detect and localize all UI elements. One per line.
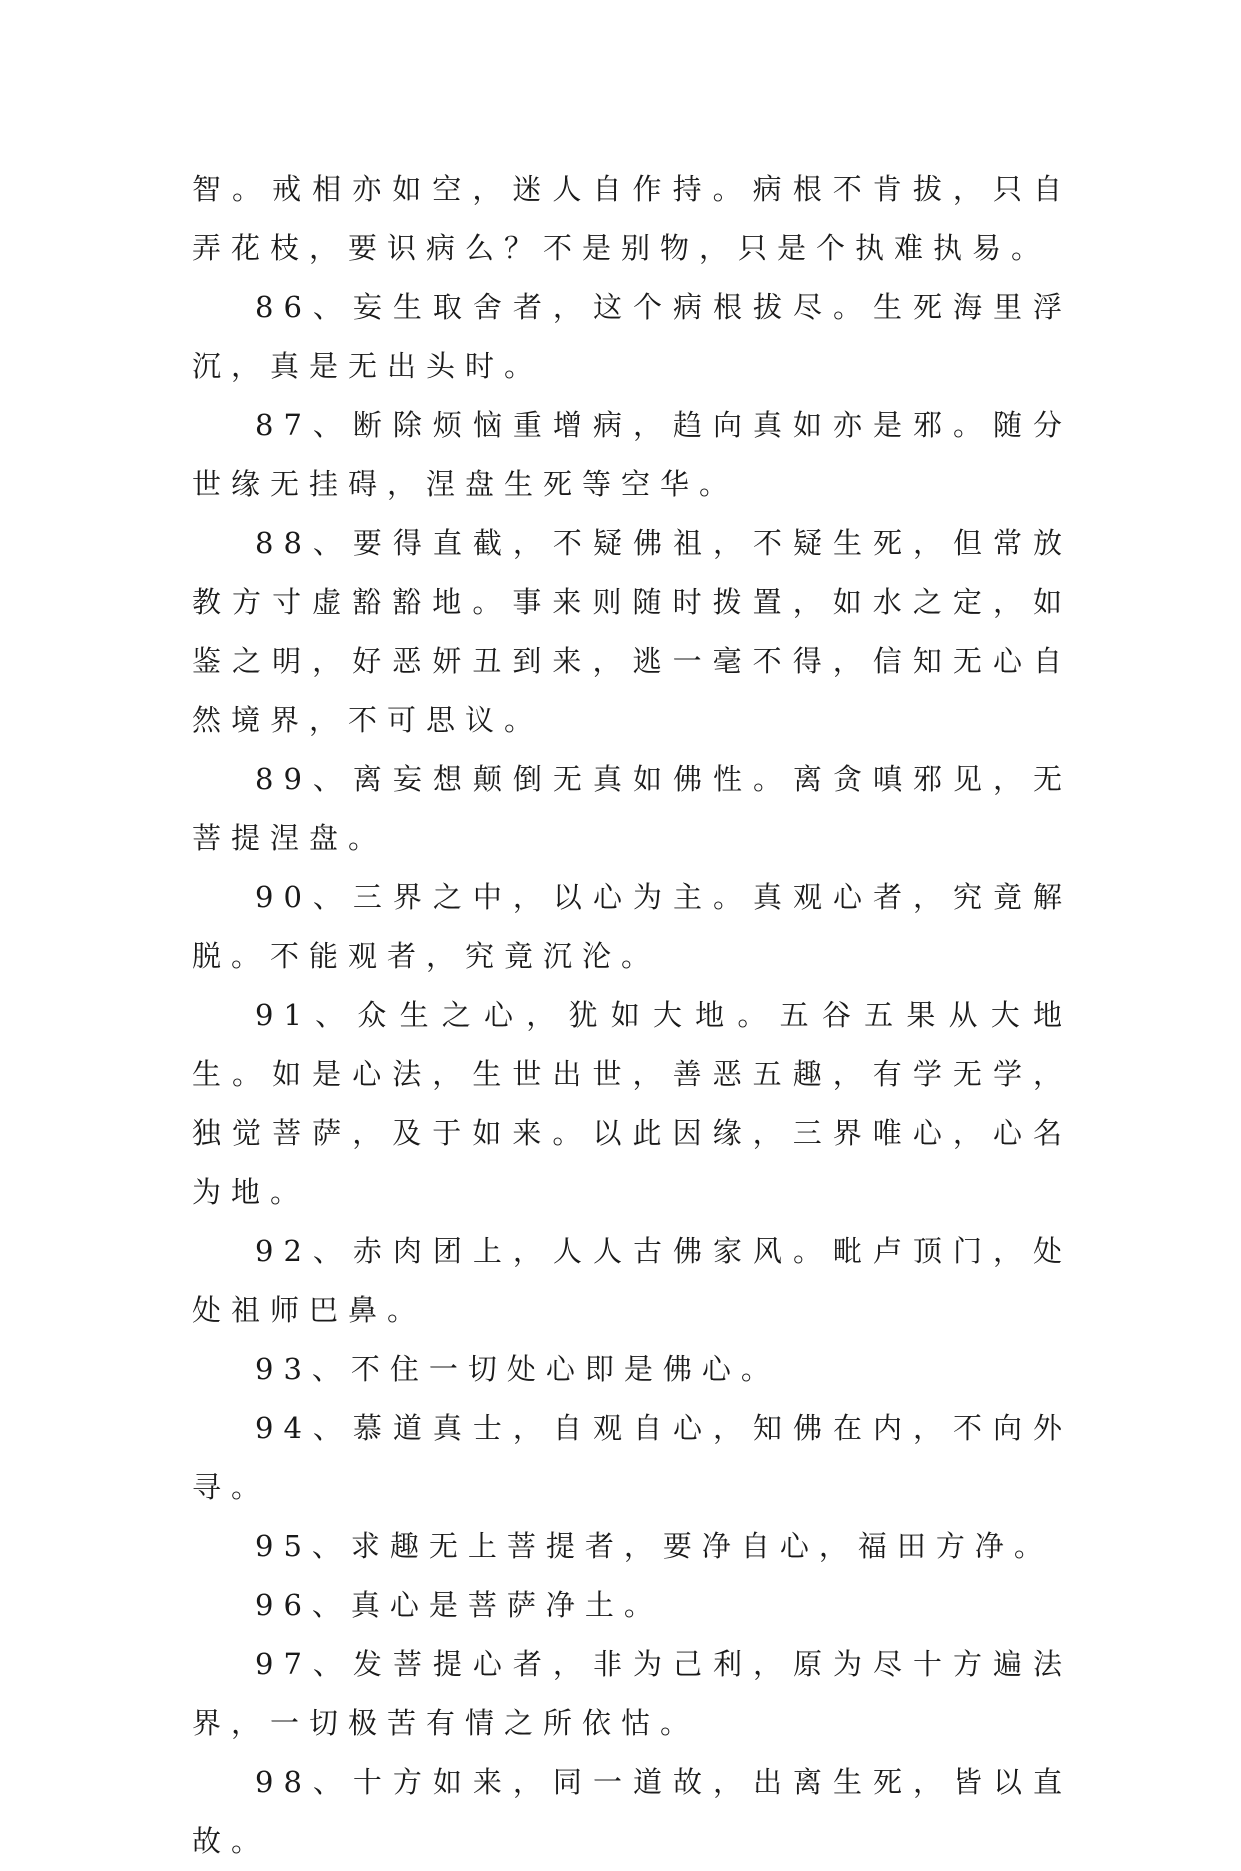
paragraph-90: 90、三界之中，以心为主。真观心者，究竟解脱。不能观者，究竟沉沦。 bbox=[192, 880, 1072, 973]
paragraph-97: 97、发菩提心者，非为己利，原为尽十方遍法界，一切极苦有情之所依怙。 bbox=[192, 1647, 1072, 1740]
paragraph-91: 91、众生之心，犹如大地。五谷五果从大地生。如是心法，生世出世，善恶五趣，有学无学，独觉菩萨，及于如来。以此因缘，三界唯心，心名为地。 bbox=[192, 998, 1072, 1209]
paragraph-93: 93、不住一切处心即是佛心。 bbox=[255, 1352, 780, 1386]
paragraph-95: 95、求趣无上菩提者，要净自心，福田方净。 bbox=[255, 1529, 1053, 1563]
paragraph-86: 86、妄生取舍者，这个病根拔尽。生死海里浮沉，真是无出头时。 bbox=[192, 290, 1072, 383]
paragraph-94: 94、慕道真士，自观自心，知佛在内，不向外寻。 bbox=[192, 1411, 1072, 1504]
paragraph-98: 98、十方如来，同一道故，出离生死，皆以直故。 bbox=[192, 1765, 1072, 1858]
document-body bbox=[192, 160, 1072, 1871]
paragraph-continuation: 智。戒相亦如空，迷人自作持。病根不肯拔，只自弄花枝，要识病么？不是别物，只是个执难执易。 bbox=[192, 172, 1072, 265]
paragraph-96: 96、真心是菩萨净土。 bbox=[255, 1588, 663, 1622]
paragraph-89: 89、离妄想颠倒无真如佛性。离贪嗔邪见，无菩提涅盘。 bbox=[192, 762, 1072, 855]
paragraph-92: 92、赤肉团上，人人古佛家风。毗卢顶门，处处祖师巴鼻。 bbox=[192, 1234, 1072, 1327]
paragraph-87: 87、断除烦恼重增病，趋向真如亦是邪。随分世缘无挂碍，涅盘生死等空华。 bbox=[192, 408, 1072, 501]
paragraph-88: 88、要得直截，不疑佛祖，不疑生死，但常放教方寸虚豁豁地。事来则随时拨置，如水之定，如鉴之明，好恶妍丑到来，逃一毫不得，信知无心自然境界，不可思议。 bbox=[192, 526, 1072, 737]
